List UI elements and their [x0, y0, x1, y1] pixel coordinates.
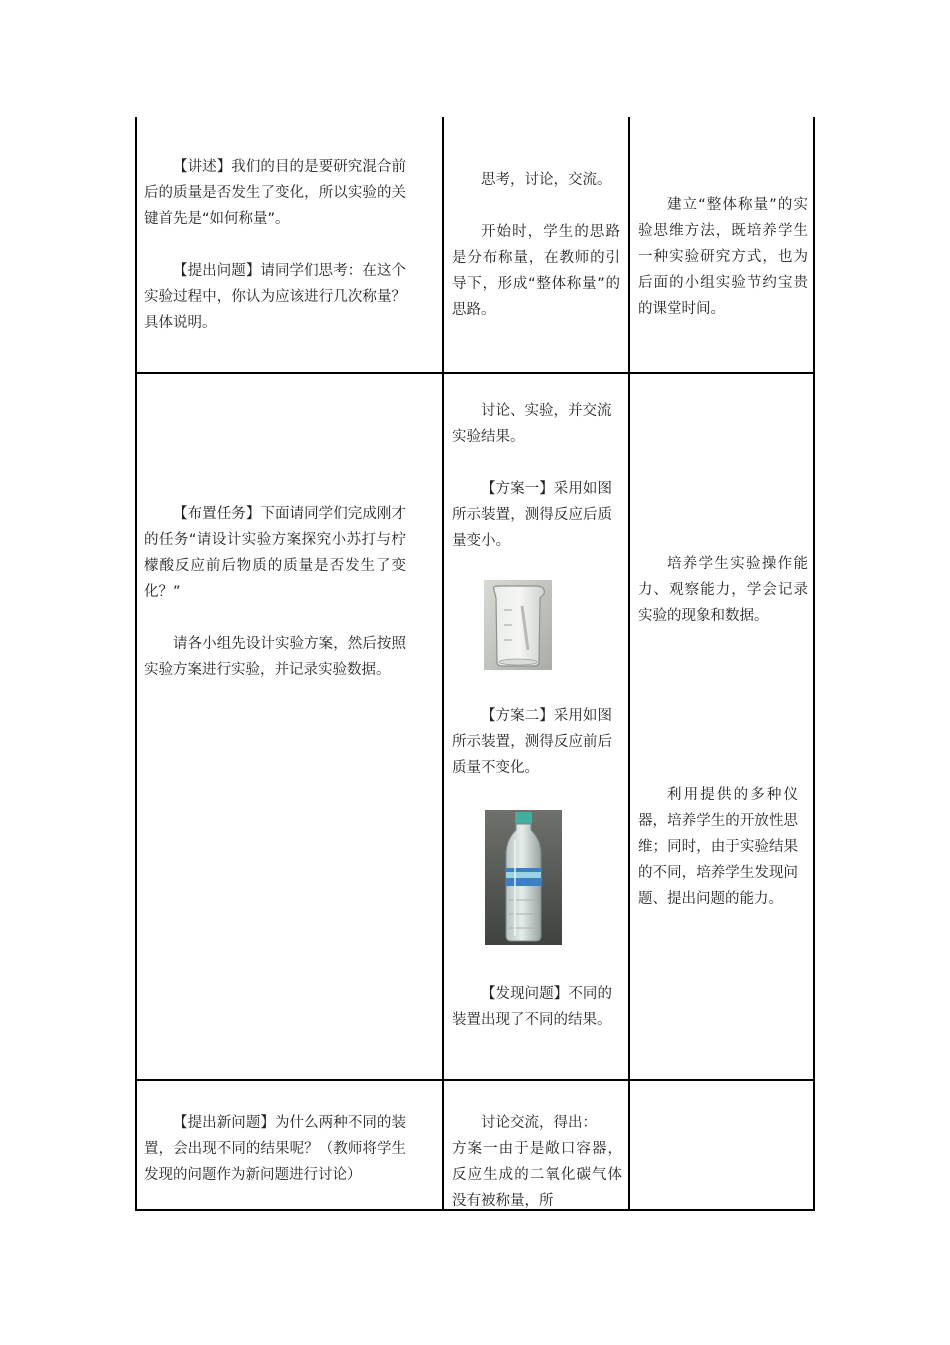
student-approach-text: 开始时，学生的思路是分布称量，在教师的引导下，形成“整体称量”的思路。: [452, 224, 620, 318]
row1-intent-cell: [638, 192, 808, 322]
row2-intent-cell-top: [638, 551, 808, 629]
teacher-question-text: 【提出问题】请同学们思考：在这个实验过程中，你认为应该进行几次称量？具体说明。: [144, 263, 406, 331]
intent-open-thinking-text: 利用提供的多种仪器，培养学生的开放性思维；同时，由于实验结果的不同，培养学生发现问题、提出问题的能力。: [638, 787, 798, 907]
intent-operation-ability-text: 培养学生实验操作能力、观察能力，学会记录实验的现象和数据。: [638, 556, 808, 624]
table-border-col2: [628, 117, 630, 1210]
row2-intent-cell-bottom: [638, 782, 798, 912]
row2-student-cell-top: [452, 398, 612, 554]
intent-whole-weighing-text: 建立“整体称量”的实验思维方法，既培养学生一种实验研究方式，也为后面的小组实验节约宝贵的课堂时间。: [638, 197, 808, 317]
table-border-left: [135, 117, 137, 1210]
row2-teacher-cell: [144, 501, 406, 683]
row2-student-cell-mid: [452, 703, 612, 781]
row1-teacher-cell: [144, 154, 406, 336]
student-plan1-text: 【方案一】采用如图所示装置，测得反应后质量变小。: [452, 481, 612, 549]
student-conclusion-text: 方案一由于是敞口容器，反应生成的二氧化碳气体没有被称量，所: [452, 1141, 622, 1208]
table-row-divider-1: [135, 372, 815, 374]
teacher-lecture-text: 【讲述】我们的目的是要研究混合前后的质量是否发生了变化，所以实验的关键首先是“如何称量”。: [144, 159, 406, 227]
table-border-col1: [442, 117, 444, 1210]
student-think-text: 思考，讨论，交流。: [481, 172, 612, 188]
teacher-new-question-text: 【提出新问题】为什么两种不同的装置，会出现不同的结果呢？（教师将学生发现的问题作为新问题进行讨论）: [144, 1115, 406, 1183]
table-border-bottom: [135, 1209, 815, 1211]
table-border-right: [813, 117, 815, 1210]
beaker-icon: [484, 580, 552, 670]
row3-student-cell: [452, 1110, 622, 1208]
student-discuss-text: 讨论、实验，并交流实验结果。: [452, 403, 612, 445]
row3-teacher-cell: [144, 1110, 406, 1188]
teacher-instruction-text: 请各小组先设计实验方案，然后按照实验方案进行实验，并记录实验数据。: [144, 636, 406, 678]
bottle-photo: [485, 810, 562, 945]
student-plan2-text: 【方案二】采用如图所示装置，测得反应前后质量不变化。: [452, 708, 612, 776]
bottle-icon: [485, 810, 562, 945]
table-row-divider-2: [135, 1079, 815, 1081]
row2-student-cell-bottom: [452, 981, 612, 1033]
row1-student-cell: [452, 167, 620, 323]
student-conclusion-intro-text: 讨论交流，得出：: [481, 1115, 597, 1131]
beaker-photo: [484, 580, 552, 670]
teacher-task-text: 【布置任务】下面请同学们完成刚才的任务“请设计实验方案探究小苏打与柠檬酸反应前后物质的质量是否发生了变化？”: [144, 506, 406, 600]
student-problem-found-text: 【发现问题】不同的装置出现了不同的结果。: [452, 986, 612, 1028]
